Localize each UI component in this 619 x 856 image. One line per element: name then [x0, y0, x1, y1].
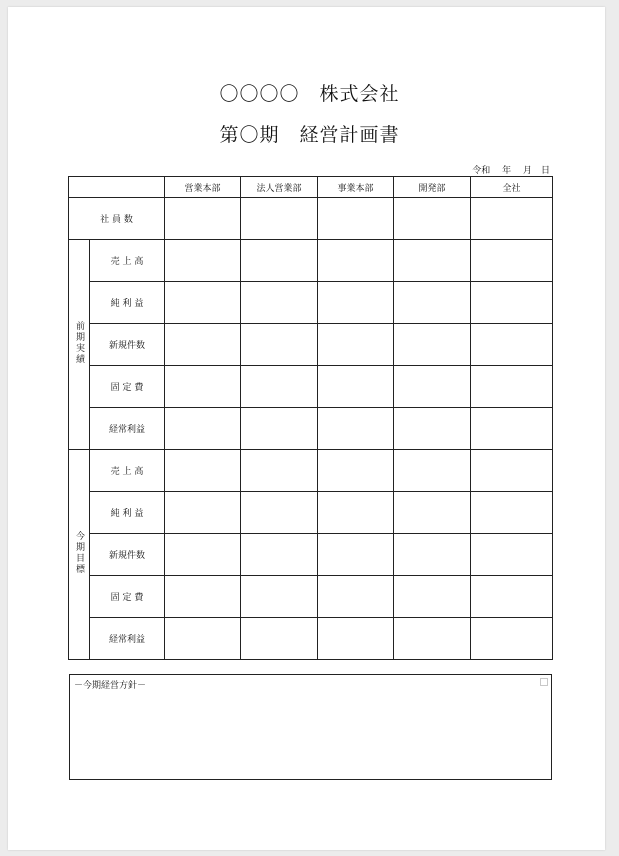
- column-header: 開発部: [394, 177, 471, 198]
- input-cell[interactable]: [394, 450, 471, 492]
- company-name: 〇〇〇〇 株式会社: [219, 83, 400, 105]
- input-cell[interactable]: [318, 282, 394, 324]
- input-cell[interactable]: [318, 324, 394, 366]
- table-row: [69, 576, 553, 618]
- input-cell[interactable]: [165, 324, 241, 366]
- header-corner-cell: [69, 177, 165, 198]
- input-cell[interactable]: [394, 618, 471, 660]
- input-cell[interactable]: [318, 534, 394, 576]
- employees-row: [69, 198, 553, 240]
- table-row: [69, 324, 553, 366]
- policy-text-box[interactable]: [69, 674, 552, 780]
- row-label: 固 定 費: [90, 366, 165, 408]
- input-cell[interactable]: [165, 198, 241, 240]
- input-cell[interactable]: [241, 408, 318, 450]
- table-row: [69, 618, 553, 660]
- input-cell[interactable]: [471, 534, 553, 576]
- input-cell[interactable]: [471, 618, 553, 660]
- input-cell[interactable]: [471, 282, 553, 324]
- input-cell[interactable]: [394, 534, 471, 576]
- input-cell[interactable]: [165, 366, 241, 408]
- input-cell[interactable]: [394, 240, 471, 282]
- input-cell[interactable]: [471, 240, 553, 282]
- row-label: 新規件数: [90, 324, 165, 366]
- textbox-anchor-icon: [540, 678, 548, 686]
- input-cell[interactable]: [241, 450, 318, 492]
- input-cell[interactable]: [241, 198, 318, 240]
- table-row: [69, 492, 553, 534]
- input-cell[interactable]: [318, 408, 394, 450]
- input-cell[interactable]: [471, 198, 553, 240]
- input-cell[interactable]: [318, 366, 394, 408]
- table-row: [69, 450, 553, 492]
- section-label: 今期目標: [74, 531, 84, 575]
- input-cell[interactable]: [165, 576, 241, 618]
- input-cell[interactable]: [241, 534, 318, 576]
- input-cell[interactable]: [318, 492, 394, 534]
- input-cell[interactable]: [241, 618, 318, 660]
- input-cell[interactable]: [471, 450, 553, 492]
- row-label: 売 上 高: [90, 240, 165, 282]
- table-row: [69, 240, 553, 282]
- input-cell[interactable]: [318, 450, 394, 492]
- section-label-cell: [69, 240, 90, 450]
- row-label: 新規件数: [90, 534, 165, 576]
- input-cell[interactable]: [241, 324, 318, 366]
- input-cell[interactable]: [241, 576, 318, 618]
- row-label: 固 定 費: [90, 576, 165, 618]
- row-label: 純 利 益: [90, 492, 165, 534]
- input-cell[interactable]: [471, 366, 553, 408]
- input-cell[interactable]: [318, 240, 394, 282]
- input-cell[interactable]: [394, 324, 471, 366]
- input-cell[interactable]: [394, 408, 471, 450]
- row-label: 売 上 高: [90, 450, 165, 492]
- column-header: 法人営業部: [241, 177, 318, 198]
- input-cell[interactable]: [241, 282, 318, 324]
- input-cell[interactable]: [165, 408, 241, 450]
- row-label: 純 利 益: [90, 282, 165, 324]
- input-cell[interactable]: [471, 492, 553, 534]
- section-label-cell: [69, 450, 90, 660]
- row-label: 社 員 数: [69, 198, 165, 240]
- input-cell[interactable]: [471, 576, 553, 618]
- input-cell[interactable]: [471, 408, 553, 450]
- input-cell[interactable]: [394, 492, 471, 534]
- input-cell[interactable]: [394, 198, 471, 240]
- input-cell[interactable]: [394, 282, 471, 324]
- input-cell[interactable]: [394, 576, 471, 618]
- policy-label: －今期経営方針－: [74, 681, 147, 691]
- input-cell[interactable]: [394, 366, 471, 408]
- column-header: 全社: [471, 177, 553, 198]
- input-cell[interactable]: [165, 282, 241, 324]
- table-row: [69, 282, 553, 324]
- input-cell[interactable]: [318, 198, 394, 240]
- header-row: [69, 177, 553, 198]
- input-cell[interactable]: [241, 492, 318, 534]
- table-row: [69, 366, 553, 408]
- input-cell[interactable]: [165, 450, 241, 492]
- table-row: [69, 534, 553, 576]
- input-cell[interactable]: [165, 534, 241, 576]
- plan-table: [68, 176, 553, 660]
- column-header: 営業本部: [165, 177, 241, 198]
- input-cell[interactable]: [471, 324, 553, 366]
- input-cell[interactable]: [318, 576, 394, 618]
- input-cell[interactable]: [318, 618, 394, 660]
- column-header: 事業本部: [318, 177, 394, 198]
- input-cell[interactable]: [241, 366, 318, 408]
- row-label: 経常利益: [90, 408, 165, 450]
- date-line: 令和 年 月 日: [472, 166, 550, 176]
- input-cell[interactable]: [165, 492, 241, 534]
- input-cell[interactable]: [241, 240, 318, 282]
- table-row: [69, 408, 553, 450]
- row-label: 経常利益: [90, 618, 165, 660]
- input-cell[interactable]: [165, 618, 241, 660]
- input-cell[interactable]: [165, 240, 241, 282]
- section-label: 前期実績: [74, 321, 84, 365]
- plan-title: 第〇期 経営計画書: [219, 124, 400, 146]
